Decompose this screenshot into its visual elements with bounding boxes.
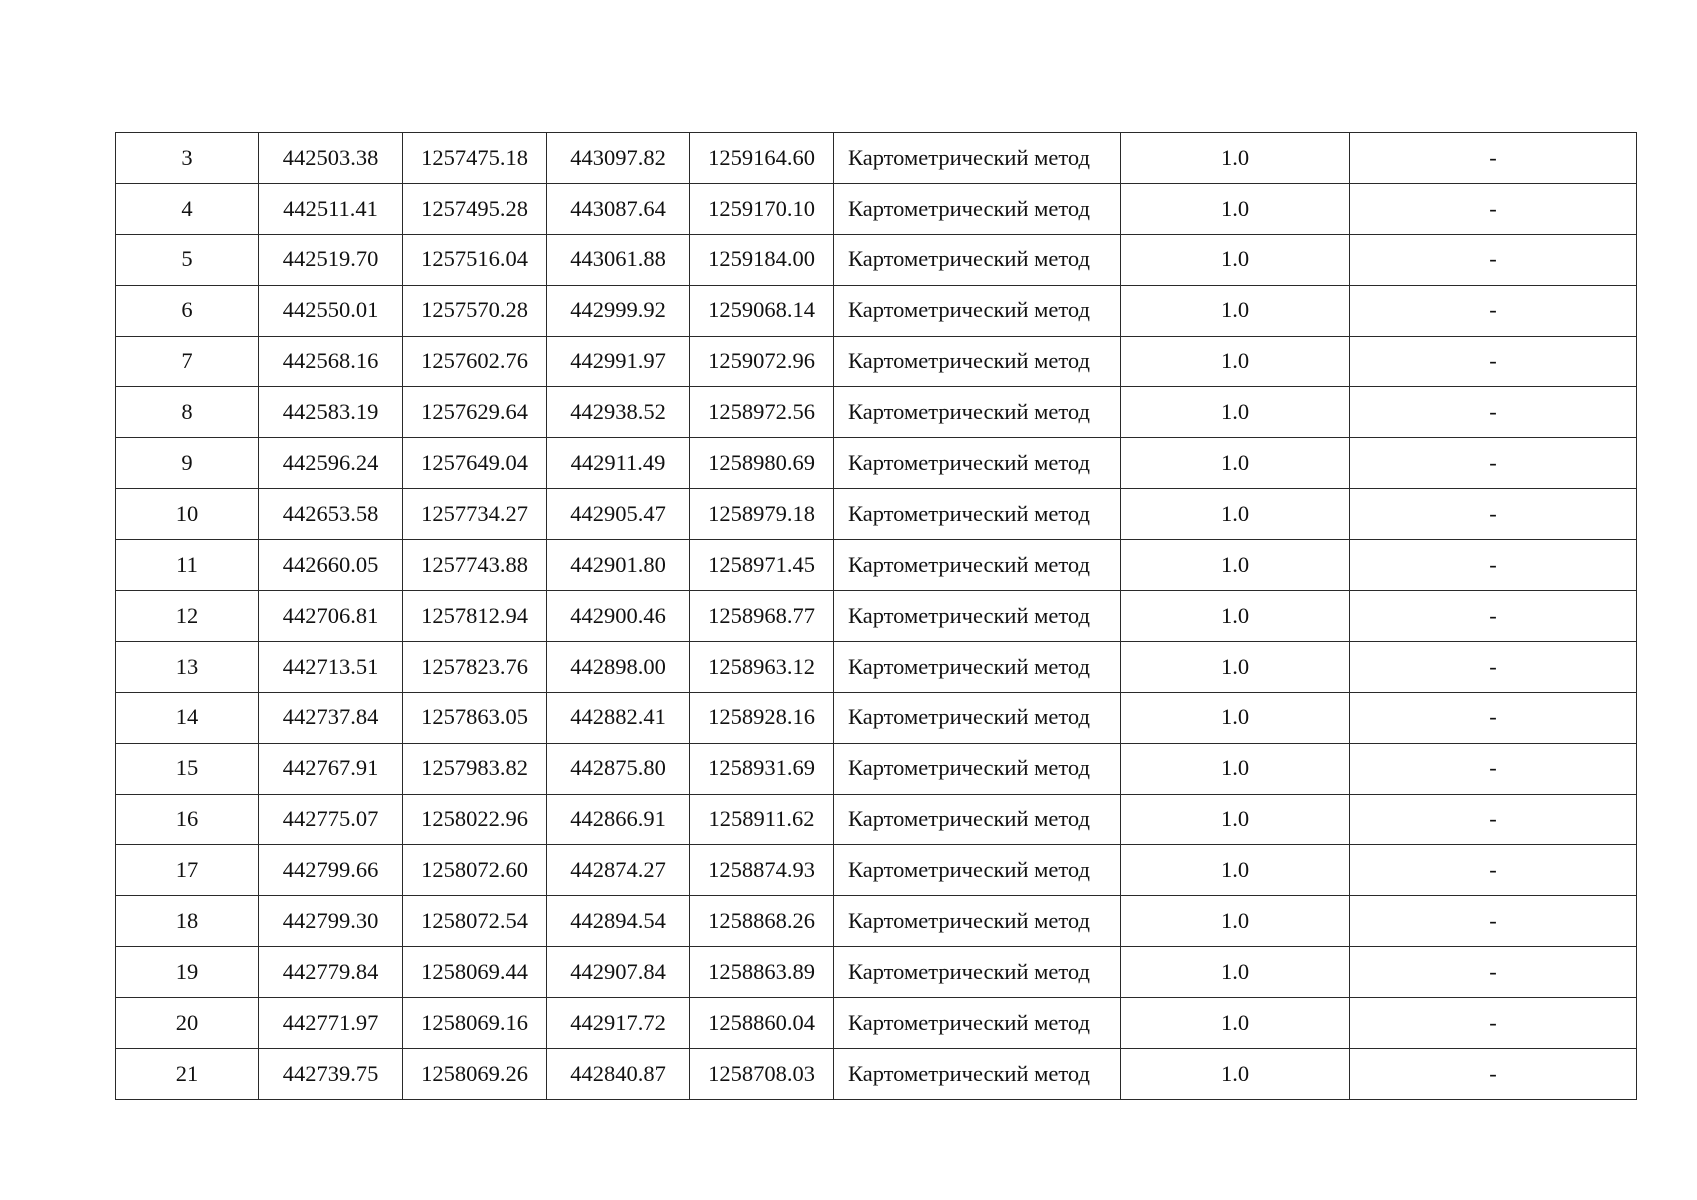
y-old-cell: 1258072.60 bbox=[403, 845, 547, 896]
point-number-cell: 16 bbox=[116, 794, 259, 845]
x-old-cell: 442503.38 bbox=[259, 133, 403, 184]
table-row bbox=[116, 1049, 1637, 1100]
y-new-cell: 1258868.26 bbox=[690, 896, 834, 947]
x-old-cell: 442739.75 bbox=[259, 1049, 403, 1100]
x-new-cell: 442840.87 bbox=[547, 1049, 690, 1100]
x-old-cell: 442596.24 bbox=[259, 438, 403, 489]
description-cell: - bbox=[1350, 743, 1637, 794]
accuracy-cell: 1.0 bbox=[1121, 947, 1350, 998]
x-old-cell: 442767.91 bbox=[259, 743, 403, 794]
table-row bbox=[116, 794, 1637, 845]
x-new-cell: 442894.54 bbox=[547, 896, 690, 947]
y-new-cell: 1258963.12 bbox=[690, 641, 834, 692]
table-row bbox=[116, 540, 1637, 591]
method-cell: Картометрический метод bbox=[834, 336, 1121, 387]
x-old-cell: 442550.01 bbox=[259, 285, 403, 336]
x-new-cell: 442991.97 bbox=[547, 336, 690, 387]
table-row bbox=[116, 591, 1637, 642]
description-cell: - bbox=[1350, 234, 1637, 285]
y-old-cell: 1257812.94 bbox=[403, 591, 547, 642]
description-cell: - bbox=[1350, 845, 1637, 896]
y-old-cell: 1257649.04 bbox=[403, 438, 547, 489]
point-number-cell: 13 bbox=[116, 641, 259, 692]
table-row bbox=[116, 743, 1637, 794]
x-new-cell: 442938.52 bbox=[547, 387, 690, 438]
table-row bbox=[116, 438, 1637, 489]
y-old-cell: 1257863.05 bbox=[403, 692, 547, 743]
x-new-cell: 442901.80 bbox=[547, 540, 690, 591]
table-row bbox=[116, 998, 1637, 1049]
y-new-cell: 1259068.14 bbox=[690, 285, 834, 336]
y-old-cell: 1257570.28 bbox=[403, 285, 547, 336]
method-cell: Картометрический метод bbox=[834, 692, 1121, 743]
method-cell: Картометрический метод bbox=[834, 845, 1121, 896]
y-old-cell: 1258069.16 bbox=[403, 998, 547, 1049]
y-old-cell: 1257743.88 bbox=[403, 540, 547, 591]
description-cell: - bbox=[1350, 896, 1637, 947]
accuracy-cell: 1.0 bbox=[1121, 998, 1350, 1049]
y-new-cell: 1258863.89 bbox=[690, 947, 834, 998]
y-new-cell: 1258911.62 bbox=[690, 794, 834, 845]
x-new-cell: 442900.46 bbox=[547, 591, 690, 642]
point-number-cell: 8 bbox=[116, 387, 259, 438]
accuracy-cell: 1.0 bbox=[1121, 794, 1350, 845]
table-row bbox=[116, 183, 1637, 234]
y-new-cell: 1258972.56 bbox=[690, 387, 834, 438]
x-old-cell: 442737.84 bbox=[259, 692, 403, 743]
table-row bbox=[116, 947, 1637, 998]
x-old-cell: 442653.58 bbox=[259, 489, 403, 540]
table-row bbox=[116, 489, 1637, 540]
accuracy-cell: 1.0 bbox=[1121, 845, 1350, 896]
table-row bbox=[116, 845, 1637, 896]
point-number-cell: 21 bbox=[116, 1049, 259, 1100]
description-cell: - bbox=[1350, 387, 1637, 438]
y-new-cell: 1258971.45 bbox=[690, 540, 834, 591]
point-number-cell: 15 bbox=[116, 743, 259, 794]
description-cell: - bbox=[1350, 641, 1637, 692]
x-new-cell: 442999.92 bbox=[547, 285, 690, 336]
x-new-cell: 442866.91 bbox=[547, 794, 690, 845]
description-cell: - bbox=[1350, 438, 1637, 489]
x-new-cell: 442875.80 bbox=[547, 743, 690, 794]
point-number-cell: 4 bbox=[116, 183, 259, 234]
description-cell: - bbox=[1350, 998, 1637, 1049]
point-number-cell: 19 bbox=[116, 947, 259, 998]
accuracy-cell: 1.0 bbox=[1121, 285, 1350, 336]
table-body bbox=[116, 133, 1637, 1100]
accuracy-cell: 1.0 bbox=[1121, 438, 1350, 489]
x-old-cell: 442511.41 bbox=[259, 183, 403, 234]
method-cell: Картометрический метод bbox=[834, 591, 1121, 642]
point-number-cell: 5 bbox=[116, 234, 259, 285]
point-number-cell: 10 bbox=[116, 489, 259, 540]
x-new-cell: 442898.00 bbox=[547, 641, 690, 692]
x-old-cell: 442568.16 bbox=[259, 336, 403, 387]
accuracy-cell: 1.0 bbox=[1121, 489, 1350, 540]
method-cell: Картометрический метод bbox=[834, 794, 1121, 845]
point-number-cell: 12 bbox=[116, 591, 259, 642]
description-cell: - bbox=[1350, 591, 1637, 642]
description-cell: - bbox=[1350, 285, 1637, 336]
y-new-cell: 1259170.10 bbox=[690, 183, 834, 234]
point-number-cell: 17 bbox=[116, 845, 259, 896]
point-number-cell: 20 bbox=[116, 998, 259, 1049]
x-old-cell: 442775.07 bbox=[259, 794, 403, 845]
y-new-cell: 1259184.00 bbox=[690, 234, 834, 285]
point-number-cell: 6 bbox=[116, 285, 259, 336]
x-new-cell: 442911.49 bbox=[547, 438, 690, 489]
y-old-cell: 1258069.44 bbox=[403, 947, 547, 998]
y-old-cell: 1257475.18 bbox=[403, 133, 547, 184]
method-cell: Картометрический метод bbox=[834, 285, 1121, 336]
point-number-cell: 14 bbox=[116, 692, 259, 743]
point-number-cell: 3 bbox=[116, 133, 259, 184]
description-cell: - bbox=[1350, 692, 1637, 743]
coordinates-table bbox=[115, 132, 1637, 1100]
table-row bbox=[116, 336, 1637, 387]
x-new-cell: 442917.72 bbox=[547, 998, 690, 1049]
x-new-cell: 443087.64 bbox=[547, 183, 690, 234]
y-new-cell: 1259072.96 bbox=[690, 336, 834, 387]
y-new-cell: 1258874.93 bbox=[690, 845, 834, 896]
y-new-cell: 1258980.69 bbox=[690, 438, 834, 489]
method-cell: Картометрический метод bbox=[834, 896, 1121, 947]
accuracy-cell: 1.0 bbox=[1121, 591, 1350, 642]
description-cell: - bbox=[1350, 794, 1637, 845]
accuracy-cell: 1.0 bbox=[1121, 183, 1350, 234]
description-cell: - bbox=[1350, 489, 1637, 540]
x-new-cell: 442882.41 bbox=[547, 692, 690, 743]
y-old-cell: 1257983.82 bbox=[403, 743, 547, 794]
table-row bbox=[116, 641, 1637, 692]
y-new-cell: 1258931.69 bbox=[690, 743, 834, 794]
description-cell: - bbox=[1350, 133, 1637, 184]
y-new-cell: 1258860.04 bbox=[690, 998, 834, 1049]
accuracy-cell: 1.0 bbox=[1121, 387, 1350, 438]
x-new-cell: 442874.27 bbox=[547, 845, 690, 896]
table-row bbox=[116, 285, 1637, 336]
point-number-cell: 7 bbox=[116, 336, 259, 387]
method-cell: Картометрический метод bbox=[834, 438, 1121, 489]
table-row bbox=[116, 896, 1637, 947]
point-number-cell: 18 bbox=[116, 896, 259, 947]
method-cell: Картометрический метод bbox=[834, 183, 1121, 234]
accuracy-cell: 1.0 bbox=[1121, 234, 1350, 285]
method-cell: Картометрический метод bbox=[834, 234, 1121, 285]
x-new-cell: 442905.47 bbox=[547, 489, 690, 540]
method-cell: Картометрический метод bbox=[834, 387, 1121, 438]
y-new-cell: 1258968.77 bbox=[690, 591, 834, 642]
point-number-cell: 11 bbox=[116, 540, 259, 591]
y-old-cell: 1257629.64 bbox=[403, 387, 547, 438]
x-new-cell: 443097.82 bbox=[547, 133, 690, 184]
table-row bbox=[116, 692, 1637, 743]
y-old-cell: 1257602.76 bbox=[403, 336, 547, 387]
y-old-cell: 1258072.54 bbox=[403, 896, 547, 947]
accuracy-cell: 1.0 bbox=[1121, 896, 1350, 947]
method-cell: Картометрический метод bbox=[834, 540, 1121, 591]
accuracy-cell: 1.0 bbox=[1121, 743, 1350, 794]
method-cell: Картометрический метод bbox=[834, 947, 1121, 998]
y-old-cell: 1257734.27 bbox=[403, 489, 547, 540]
y-old-cell: 1258022.96 bbox=[403, 794, 547, 845]
y-old-cell: 1257495.28 bbox=[403, 183, 547, 234]
y-new-cell: 1258979.18 bbox=[690, 489, 834, 540]
method-cell: Картометрический метод bbox=[834, 1049, 1121, 1100]
accuracy-cell: 1.0 bbox=[1121, 133, 1350, 184]
table-row bbox=[116, 234, 1637, 285]
accuracy-cell: 1.0 bbox=[1121, 1049, 1350, 1100]
x-old-cell: 442519.70 bbox=[259, 234, 403, 285]
method-cell: Картометрический метод bbox=[834, 998, 1121, 1049]
table-row bbox=[116, 133, 1637, 184]
x-new-cell: 442907.84 bbox=[547, 947, 690, 998]
y-new-cell: 1259164.60 bbox=[690, 133, 834, 184]
x-old-cell: 442799.66 bbox=[259, 845, 403, 896]
method-cell: Картометрический метод bbox=[834, 641, 1121, 692]
y-old-cell: 1257516.04 bbox=[403, 234, 547, 285]
y-new-cell: 1258928.16 bbox=[690, 692, 834, 743]
description-cell: - bbox=[1350, 336, 1637, 387]
x-old-cell: 442583.19 bbox=[259, 387, 403, 438]
accuracy-cell: 1.0 bbox=[1121, 692, 1350, 743]
x-new-cell: 443061.88 bbox=[547, 234, 690, 285]
y-old-cell: 1258069.26 bbox=[403, 1049, 547, 1100]
x-old-cell: 442706.81 bbox=[259, 591, 403, 642]
accuracy-cell: 1.0 bbox=[1121, 540, 1350, 591]
x-old-cell: 442779.84 bbox=[259, 947, 403, 998]
description-cell: - bbox=[1350, 1049, 1637, 1100]
x-old-cell: 442799.30 bbox=[259, 896, 403, 947]
x-old-cell: 442660.05 bbox=[259, 540, 403, 591]
method-cell: Картометрический метод bbox=[834, 743, 1121, 794]
x-old-cell: 442771.97 bbox=[259, 998, 403, 1049]
table-row bbox=[116, 387, 1637, 438]
description-cell: - bbox=[1350, 540, 1637, 591]
point-number-cell: 9 bbox=[116, 438, 259, 489]
accuracy-cell: 1.0 bbox=[1121, 336, 1350, 387]
method-cell: Картометрический метод bbox=[834, 489, 1121, 540]
y-new-cell: 1258708.03 bbox=[690, 1049, 834, 1100]
y-old-cell: 1257823.76 bbox=[403, 641, 547, 692]
x-old-cell: 442713.51 bbox=[259, 641, 403, 692]
description-cell: - bbox=[1350, 183, 1637, 234]
description-cell: - bbox=[1350, 947, 1637, 998]
method-cell: Картометрический метод bbox=[834, 133, 1121, 184]
accuracy-cell: 1.0 bbox=[1121, 641, 1350, 692]
